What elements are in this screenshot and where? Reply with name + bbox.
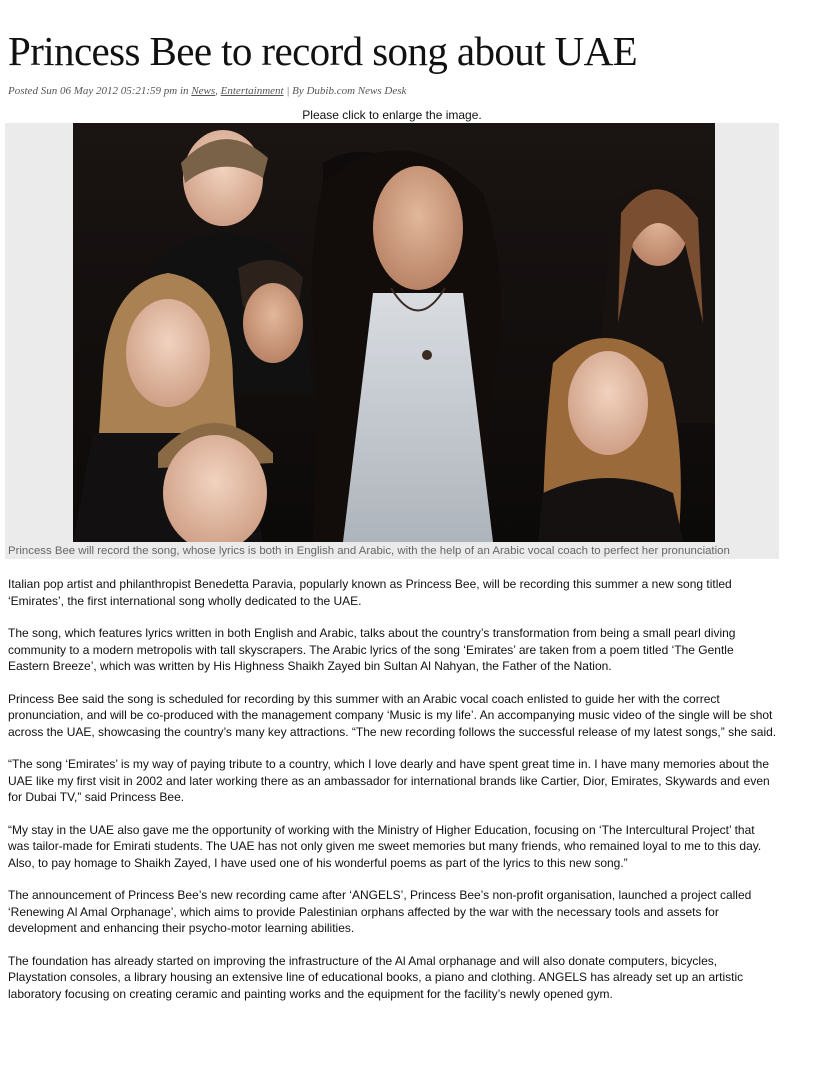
article-paragraph: “The song ‘Emirates’ is my way of paying tribute to a country, which I love dearly and have spent great time in. I have many memories about the UAE like my first visit in 2002 and later working there as an ambassador for international brands like Cartier, Dior, Emirates, Skywards and even for Dubai TV,” said Princess Bee. [8, 757, 770, 804]
article-paragraph: “My stay in the UAE also gave me the opportunity of working with the Ministry of Higher Education, focusing on ‘The Intercultural Project’ that was tailor-made for Emirati students. The UAE has not only given me sweet memories but many friends, who remained loyal to me to this day. Also, to pay homage to Shaikh Zayed, I have used one of his wonderful poems as part of the lyrics to this new song.” [8, 822, 762, 870]
article-body [8, 576, 778, 1018]
byline-author: | By Dubib.com News Desk [283, 85, 407, 97]
byline-separator: , [215, 85, 221, 97]
category-link-entertainment[interactable]: Entertainment [220, 85, 284, 97]
article-photo[interactable] [73, 123, 715, 542]
article-figure [5, 123, 779, 559]
article-byline [8, 83, 406, 99]
article-paragraph: Princess Bee said the song is scheduled for recording by this summer with an Arabic vocal coach enlisted to guide her with the correct pronunciation, and will be co-produced with the management company ‘Music is my life’. An accompanying music video of the single will be shot across the UAE, showcasing the country’s many key attractions. “The new recording follows the successful release of my latest songs,” she said. [8, 691, 777, 739]
enlarge-image-hint: Please click to enlarge the image. [302, 108, 482, 122]
article-paragraph: The foundation has already started on improving the infrastructure of the Al Amal orphanage and will also donate computers, bicycles, Playstation consoles, a library housing an extensive line of educational books, a piano and clothing. ANGELS has already set up an artistic laboratory focusing on creating ceramic and painting works and the equipment for the facility’s newly opened gym. [8, 953, 744, 1001]
article-paragraph: The announcement of Princess Bee’s new recording came after ‘ANGELS’, Princess Bee’s non-profit organisation, launched a project called ‘Renewing Al Amal Orphanage’, which aims to provide Palestinian orphans affected by the war with the necessary tools and assets for development and enhancing their psycho-motor learning abilities. [8, 888, 752, 935]
article-title: Princess Bee to record song about UAE [8, 28, 638, 74]
article-paragraph: Italian pop artist and philanthropist Benedetta Paravia, popularly known as Princess Bee, will be recording this summer a new song titled ‘Emirates’, the first international song wholly dedicated to the UAE. [8, 577, 732, 608]
category-link-news[interactable]: News [191, 85, 216, 97]
article-paragraph: The song, which features lyrics written in both English and Arabic, talks about the country’s transformation from being a small pearl diving community to a modern metropolis with tall skyscrapers. The Arabic lyrics of the song ‘Emirates’ are taken from a poem titled ‘The Gentle Eastern Breeze’, which was written by His Highness Shaikh Zayed bin Sultan Al Nahyan, the Father of the Nation. [8, 626, 736, 673]
byline-posted-date: Posted Sun 06 May 2012 05:21:59 pm in [8, 85, 192, 97]
image-caption: Princess Bee will record the song, whose lyrics is both in English and Arabic, with the help of an Arabic vocal coach to perfect her pronunciation [8, 545, 730, 557]
